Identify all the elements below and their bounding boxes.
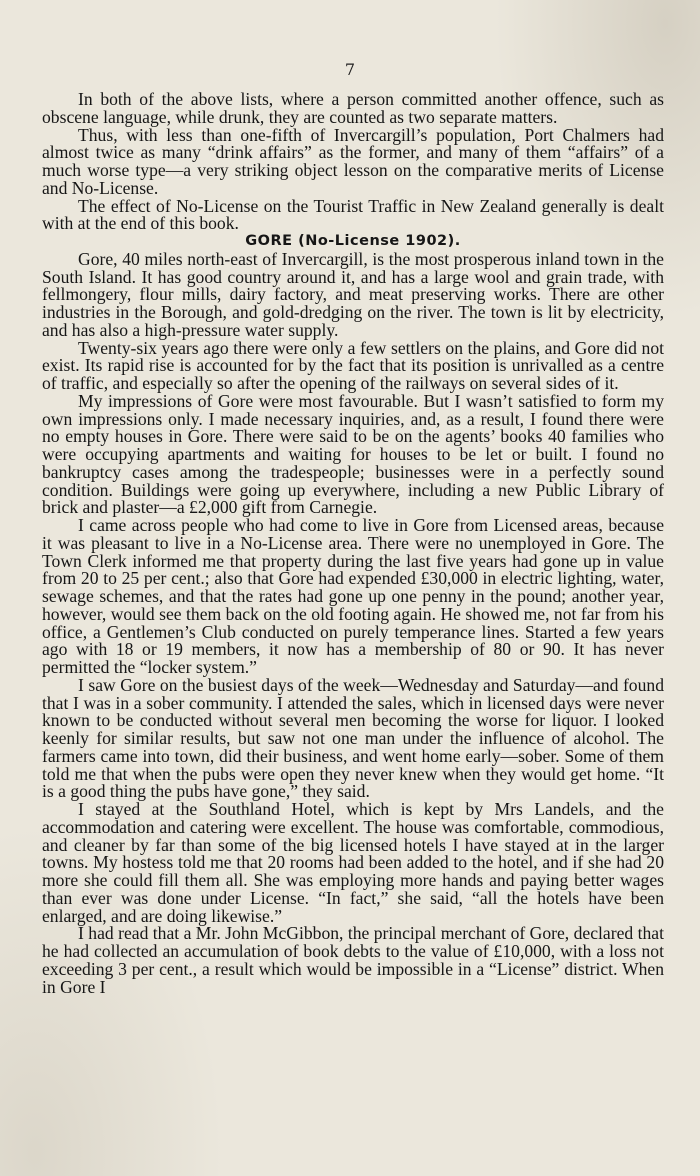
paragraph: I stayed at the Southland Hotel, which is kept by Mrs Landels, and the accommodation and catering were excellent. The house was comfortable, commodious, and cleaner by far than some of the big licensed hotels I have stayed at in the larger towns. My hostess told me that 20 rooms had been added to the hotel, and if she had 20 more she could fill them all. She was employing more hands and paying better wages than ever was done under License. “In fact,” she said, “all the hotels have been enlarged, and are doing likewise.” [42, 799, 664, 926]
section-heading: GORE (No-License 1902). [245, 233, 461, 249]
paragraph: Twenty-six years ago there were only a few settlers on the plains, and Gore did not exist. Its rapid rise is accounted for by the fact that its position is unrivalled as a centre of traffic, and especially so after the opening of the railways on several sides of it. [42, 337, 664, 393]
paragraph: I came across people who had come to live in Gore from Licensed areas, because it was pleasant to live in a No-License area. There were no unemployed in Gore. The Town Clerk informed me that property during the last five years had gone up in value from 20 to 25 per cent.; also that Gore had expended £30,000 in electric lighting, water, sewage schemes, and that the rates had gone up one penny in the pound; another year, however, would see them back on the old footing again. He showed me, not far from his office, a Gentlemen’s Club conducted on purely temperance lines. Started a few years ago with 18 or 19 members, it now has a membership of 80 or 90. It has never permitted the “locker system.” [42, 515, 664, 677]
paragraph: Thus, with less than one-fifth of Invercargill’s population, Port Chalmers had almost twice as many “drink affairs” as the former, and many of them “affairs” of a much worse type—a very striking object lesson on the comparative merits of License and No-License. [42, 124, 664, 198]
paragraph: My impressions of Gore were most favourable. But I wasn’t satisfied to form my own impressions only. I made necessary inquiries, and, as a result, I found there were no empty houses in Gore. There were said to be on the agents’ books 40 families who were occupying apartments and waiting for houses to be let or built. I found no bankruptcy cases among the tradespeople; businesses were in a perfectly sound condition. Buildings were going up everywhere, including a new Public Library of brick and plaster—a £2,000 gift from Carnegie. [42, 390, 664, 518]
body-text [42, 91, 664, 996]
paragraph: The effect of No-License on the Tourist Traffic in New Zealand generally is dealt with at the end of this book. [42, 195, 664, 234]
paragraph: In both of the above lists, where a person committed another offence, such as obscene language, while drunk, they are counted as two separate matters. [42, 89, 664, 127]
paragraph: Gore, 40 miles north-east of Invercargill, is the most prosperous inland town in the South Island. It has good country around it, and has a large wool and grain trade, with fellmongery, flour mills, dairy factory, and meat preserving works. There are other industries in the Borough, and gold-dredging on the river. The town is lit by electricity, and has also a high-pressure water supply. [42, 248, 664, 340]
paragraph: I saw Gore on the busiest days of the week—Wednesday and Saturday—and found that I was in a sober community. I attended the sales, which in licensed days were never known to be conducted without several men becoming the worse for liquor. I looked keenly for similar results, but saw not one man under the influence of alcohol. The farmers came into town, did their business, and went home early—sober. Some of them told me that when the pubs were open they never knew when they would get home. “It is a good thing the pubs have gone,” they said. [42, 674, 664, 802]
paragraph: I had read that a Mr. John McGibbon, the principal merchant of Gore, declared that he had collected an accumulation of book debts to the value of £10,000, with a loss not exceeding 3 per cent., a result which would be impossible in a “License” district. When in Gore I [42, 923, 664, 997]
page-number: 7 [344, 60, 356, 79]
